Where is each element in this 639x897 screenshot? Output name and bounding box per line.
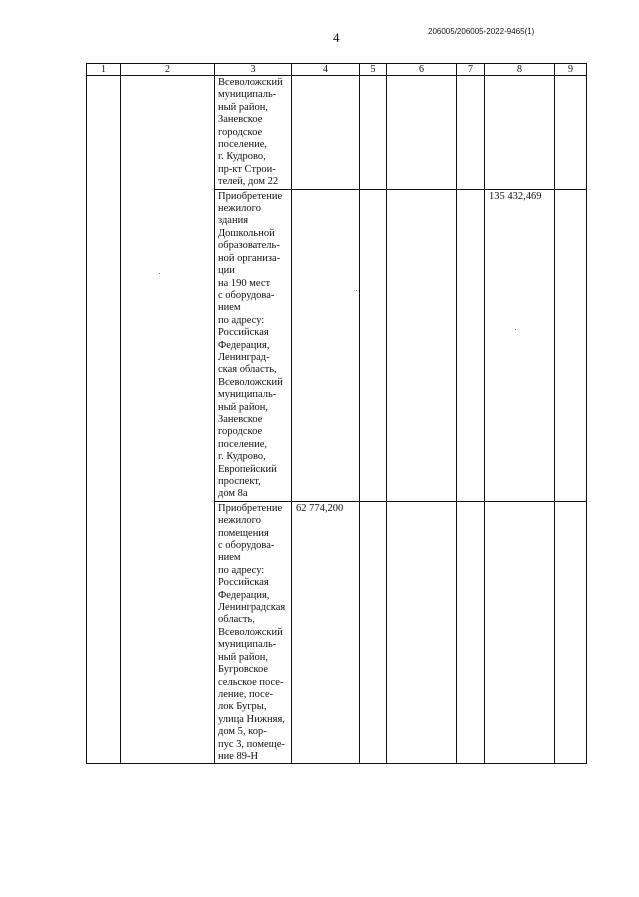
description-line: область, bbox=[218, 614, 255, 626]
description-line: Федерация, bbox=[218, 339, 270, 351]
description-line: г. Кудрово, bbox=[218, 151, 266, 163]
page-number: 4 bbox=[333, 30, 340, 45]
description-line: Дошкольной bbox=[218, 227, 275, 239]
description-line: Ленинградская bbox=[218, 602, 286, 614]
col5-cell bbox=[360, 76, 387, 190]
description-line: Российская bbox=[218, 327, 269, 339]
column-header: 8 bbox=[485, 64, 555, 76]
description-line: ние 89-Н bbox=[218, 750, 259, 762]
col5-cell bbox=[360, 189, 387, 501]
col6-cell bbox=[387, 501, 457, 764]
description-line: Заневское bbox=[218, 114, 263, 126]
description-line: Федерация, bbox=[218, 589, 270, 601]
object-description-cell bbox=[215, 189, 292, 501]
description-line: здания bbox=[218, 215, 249, 227]
col7-cell bbox=[457, 189, 485, 501]
column-header: 2 bbox=[121, 64, 215, 76]
col6-cell bbox=[387, 76, 457, 190]
col8-value bbox=[485, 76, 555, 190]
description-line: пр-кт Строи- bbox=[218, 163, 276, 175]
description-line: нием bbox=[218, 302, 241, 314]
document-id: 206005/206005-2022-9465(1) bbox=[428, 27, 535, 36]
description-line: Бугровское bbox=[218, 664, 268, 676]
description-line: городское bbox=[218, 126, 263, 138]
object-description-cell bbox=[215, 501, 292, 764]
description-line: по адресу: bbox=[218, 564, 265, 576]
description-line: Заневское bbox=[218, 413, 263, 425]
description-line: образователь- bbox=[218, 240, 280, 252]
table-header-row bbox=[87, 64, 587, 76]
description-line: ская область, bbox=[218, 364, 277, 376]
object-description-cell bbox=[215, 76, 292, 190]
description-line: муниципаль- bbox=[218, 89, 277, 101]
description-line: Европейский bbox=[218, 463, 277, 475]
scan-speck bbox=[515, 329, 516, 330]
col5-cell bbox=[360, 501, 387, 764]
description-line: ный район, bbox=[218, 651, 268, 663]
col6-cell bbox=[387, 189, 457, 501]
scan-speck bbox=[159, 273, 160, 274]
description-line: дом 8а bbox=[218, 488, 248, 500]
description-line: поселение, bbox=[218, 438, 268, 450]
description-line: ление, посе- bbox=[218, 688, 274, 700]
description-line: Всеволожский bbox=[218, 626, 283, 638]
column-header: 4 bbox=[292, 64, 360, 76]
description-line: с оборудова- bbox=[218, 289, 275, 301]
col9-cell bbox=[555, 76, 587, 190]
description-line: Всеволожский bbox=[218, 376, 283, 388]
description-line: ции bbox=[218, 265, 235, 277]
col1-cell bbox=[87, 76, 121, 764]
col7-cell bbox=[457, 76, 485, 190]
column-header: 6 bbox=[387, 64, 457, 76]
col2-cell bbox=[121, 76, 215, 764]
description-line: на 190 мест bbox=[218, 277, 271, 289]
description-line: сельское посе- bbox=[218, 676, 284, 688]
description-line: ный район, bbox=[218, 401, 268, 413]
description-line: Ленинград- bbox=[218, 351, 270, 363]
description-line: нежилого bbox=[218, 203, 261, 215]
col4-value bbox=[292, 76, 360, 190]
description-line: лок Бугры, bbox=[218, 701, 267, 713]
column-header: 9 bbox=[555, 64, 587, 76]
col9-cell bbox=[555, 501, 587, 764]
column-header: 5 bbox=[360, 64, 387, 76]
description-line: городское bbox=[218, 426, 263, 438]
description-line: по адресу: bbox=[218, 314, 265, 326]
column-header: 1 bbox=[87, 64, 121, 76]
description-line: Приобретение bbox=[218, 190, 283, 202]
column-header: 7 bbox=[457, 64, 485, 76]
col4-value: 62 774,200 bbox=[292, 501, 360, 764]
description-line: муниципаль- bbox=[218, 639, 277, 651]
budget-table bbox=[86, 63, 587, 764]
description-line: Российская bbox=[218, 577, 269, 589]
description-line: нием bbox=[218, 552, 241, 564]
description-line: поселение, bbox=[218, 139, 268, 151]
description-line: помещения bbox=[218, 527, 269, 539]
description-line: нежилого bbox=[218, 515, 261, 527]
description-line: г. Кудрово, bbox=[218, 451, 266, 463]
description-line: ный район, bbox=[218, 101, 268, 113]
col7-cell bbox=[457, 501, 485, 764]
table-row bbox=[87, 76, 587, 190]
description-line: улица Нижняя, bbox=[218, 713, 285, 725]
description-line: проспект, bbox=[218, 476, 261, 487]
description-line: ной организа- bbox=[218, 252, 281, 264]
description-line: с оборудова- bbox=[218, 540, 275, 552]
description-line: Всеволожский bbox=[218, 77, 283, 88]
col9-cell bbox=[555, 189, 587, 501]
col8-value bbox=[485, 501, 555, 764]
description-line: Приобретение bbox=[218, 502, 283, 514]
description-line: пус 3, помеще- bbox=[218, 738, 285, 750]
scan-speck bbox=[356, 290, 357, 291]
description-line: телей, дом 22 bbox=[218, 176, 279, 188]
col8-value: 135 432,469 bbox=[485, 189, 555, 501]
column-header: 3 bbox=[215, 64, 292, 76]
description-line: дом 5, кор- bbox=[218, 726, 267, 738]
description-line: муниципаль- bbox=[218, 389, 277, 401]
col4-value bbox=[292, 189, 360, 501]
